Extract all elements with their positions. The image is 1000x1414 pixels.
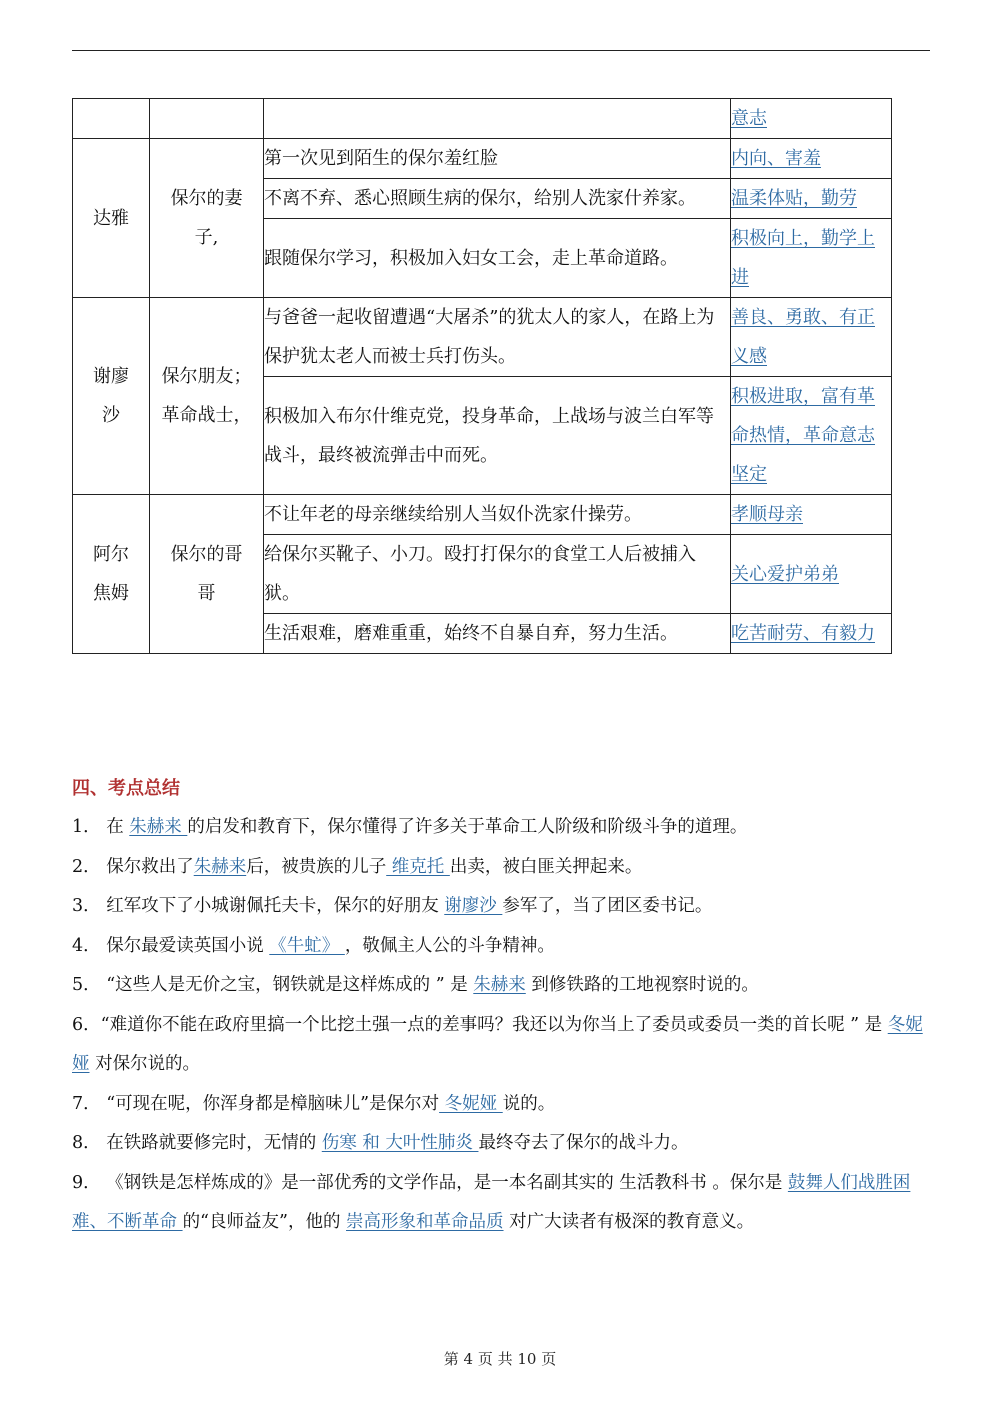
character-name-line: 谢廖 bbox=[93, 366, 129, 387]
event-description: 不让年老的母亲继续给别人当奴仆洗家什操劳。 bbox=[264, 495, 731, 535]
character-role-line: 保尔的哥 bbox=[170, 544, 243, 565]
question-text: 到修铁路的工地视察时说的。 bbox=[525, 975, 759, 995]
question-text: 最终夺去了保尔的战斗力。 bbox=[478, 1133, 689, 1153]
question-text: 对保尔说的。 bbox=[89, 1054, 201, 1074]
trait-cell bbox=[731, 219, 892, 298]
section-title: 四、考点总结 bbox=[72, 778, 180, 799]
answer-blank: 《牛虻》 bbox=[269, 935, 345, 956]
answer-blank: 谢廖沙 bbox=[444, 896, 503, 916]
character-role bbox=[150, 495, 264, 654]
question-text: 4． 保尔最爱读英国小说 bbox=[72, 935, 270, 956]
question-text: 8． 在铁路就要修完时，无情的 bbox=[72, 1133, 322, 1153]
question-item bbox=[72, 927, 930, 967]
question-item bbox=[72, 966, 930, 1006]
table-cell bbox=[264, 99, 731, 139]
question-text: 1． 在 bbox=[72, 817, 130, 837]
question-list bbox=[72, 808, 930, 1243]
question-item bbox=[72, 1164, 930, 1243]
event-description: 第一次见到陌生的保尔羞红脸 bbox=[264, 139, 731, 179]
trait-cell bbox=[731, 535, 892, 614]
table-cell bbox=[150, 99, 264, 139]
page-footer: 第 4 页 共 10 页 bbox=[443, 1350, 557, 1368]
question-text: ，敬佩主人公的斗争精神。 bbox=[344, 935, 555, 956]
event-description: 积极加入布尔什维克党，投身革命，上战场与波兰白军等战斗，最终被流弹击中而死。 bbox=[264, 377, 731, 495]
question-text: 9． 《钢铁是怎样炼成的》是一部优秀的文学作品，是一本名副其实的 生活教科书 。保尔是 bbox=[72, 1172, 788, 1193]
trait-answer: 孝顺母亲 bbox=[731, 504, 803, 525]
character-role-line: 哥 bbox=[197, 583, 216, 604]
character-role bbox=[150, 139, 264, 298]
answer-blank: 维克托 bbox=[386, 856, 450, 877]
event-description: 生活艰难，磨难重重，始终不自暴自弃，努力生活。 bbox=[264, 614, 731, 654]
event-description: 跟随保尔学习，积极加入妇女工会，走上革命道路。 bbox=[264, 219, 731, 298]
question-item bbox=[72, 848, 930, 888]
answer-blank: 鼓舞人们战胜困难、不断革命 bbox=[72, 1172, 911, 1232]
character-name-line: 焦姆 bbox=[93, 583, 129, 604]
trait-cell bbox=[731, 377, 892, 495]
question-text: 后，被贵族的儿子 bbox=[246, 856, 387, 877]
answer-blank: 朱赫来 bbox=[129, 817, 188, 837]
question-text: 3． 红军攻下了小城谢佩托夫卡，保尔的好朋友 bbox=[72, 896, 445, 916]
answer-blank: 伤寒 和 大叶性肺炎 bbox=[321, 1133, 479, 1153]
trait-answer: 善良、勇敢、有正义感 bbox=[731, 307, 875, 367]
trait-answer: 积极进取，富有革命热情，革命意志坚定 bbox=[731, 386, 875, 485]
table-row bbox=[73, 495, 892, 535]
answer-blank: 冬妮娅 bbox=[439, 1093, 503, 1114]
character-name-line: 达雅 bbox=[93, 207, 129, 229]
character-role-line: 保尔朋友； bbox=[161, 366, 252, 387]
question-item bbox=[72, 1124, 930, 1164]
trait-cell bbox=[731, 614, 892, 654]
trait-answer: 关心爱护弟弟 bbox=[731, 563, 839, 585]
question-text: 2． 保尔救出了 bbox=[72, 856, 194, 877]
question-item bbox=[72, 1085, 930, 1125]
question-text: 参军了，当了团区委书记。 bbox=[502, 896, 713, 916]
answer-blank: 冬妮娅 bbox=[72, 1014, 923, 1074]
answer-blank: 崇高形象和革命品质 bbox=[346, 1212, 504, 1232]
character-table bbox=[72, 98, 892, 654]
character-role bbox=[150, 298, 264, 495]
character-name bbox=[73, 139, 150, 298]
header-rule bbox=[72, 50, 930, 51]
trait-cell bbox=[731, 298, 892, 377]
trait-cell bbox=[731, 99, 892, 139]
character-role-line: 子, bbox=[194, 227, 219, 248]
table-row bbox=[73, 139, 892, 179]
question-text: 7． “可现在呢，你浑身都是樟脑味儿”是保尔对 bbox=[72, 1093, 440, 1114]
table-row bbox=[73, 99, 892, 139]
event-description: 不离不弃、悉心照顾生病的保尔，给别人洗家什养家。 bbox=[264, 179, 731, 219]
character-name bbox=[73, 495, 150, 654]
trait-answer: 内向、害羞 bbox=[731, 148, 821, 169]
question-item bbox=[72, 887, 930, 927]
answer-blank: 朱赫来 bbox=[473, 975, 526, 995]
trait-cell bbox=[731, 495, 892, 535]
trait-answer: 积极向上，勤学上进 bbox=[731, 228, 875, 288]
question-item bbox=[72, 808, 930, 848]
table-cell bbox=[73, 99, 150, 139]
character-role-line: 革命战士， bbox=[161, 405, 252, 426]
table-row bbox=[73, 298, 892, 377]
character-name-line: 沙 bbox=[102, 405, 120, 426]
character-role-line: 保尔的妻 bbox=[170, 188, 243, 209]
question-text: 的“良师益友”，他的 bbox=[182, 1212, 347, 1232]
question-text: 说的。 bbox=[502, 1093, 556, 1114]
question-text: 的启发和教育下，保尔懂得了许多关于革命工人阶级和阶级斗争的道理。 bbox=[187, 817, 748, 837]
question-text: 5． “这些人是无价之宝，钢铁就是这样炼成的 ” 是 bbox=[72, 975, 474, 995]
event-description: 给保尔买靴子、小刀。殴打打保尔的食堂工人后被捕入狱。 bbox=[264, 535, 731, 614]
question-text: 出卖，被白匪关押起来。 bbox=[449, 856, 643, 877]
trait-answer: 意志 bbox=[731, 108, 767, 129]
trait-cell bbox=[731, 139, 892, 179]
answer-blank: 朱赫来 bbox=[193, 856, 247, 877]
question-item bbox=[72, 1006, 930, 1085]
question-text: 6．“难道你不能在政府里搞一个比挖土强一点的差事吗？我还以为你当上了委员或委员一类的首长呢 ” 是 bbox=[72, 1014, 888, 1035]
trait-answer: 吃苦耐劳、有毅力 bbox=[731, 623, 875, 644]
question-text: 对广大读者有极深的教育意义。 bbox=[503, 1212, 755, 1232]
event-description: 与爸爸一起收留遭遇“大屠杀”的犹太人的家人，在路上为保护犹太老人而被士兵打伤头。 bbox=[264, 298, 731, 377]
trait-answer: 温柔体贴，勤劳 bbox=[731, 188, 857, 209]
trait-cell bbox=[731, 179, 892, 219]
character-name-line: 阿尔 bbox=[93, 544, 129, 565]
character-name bbox=[73, 298, 150, 495]
